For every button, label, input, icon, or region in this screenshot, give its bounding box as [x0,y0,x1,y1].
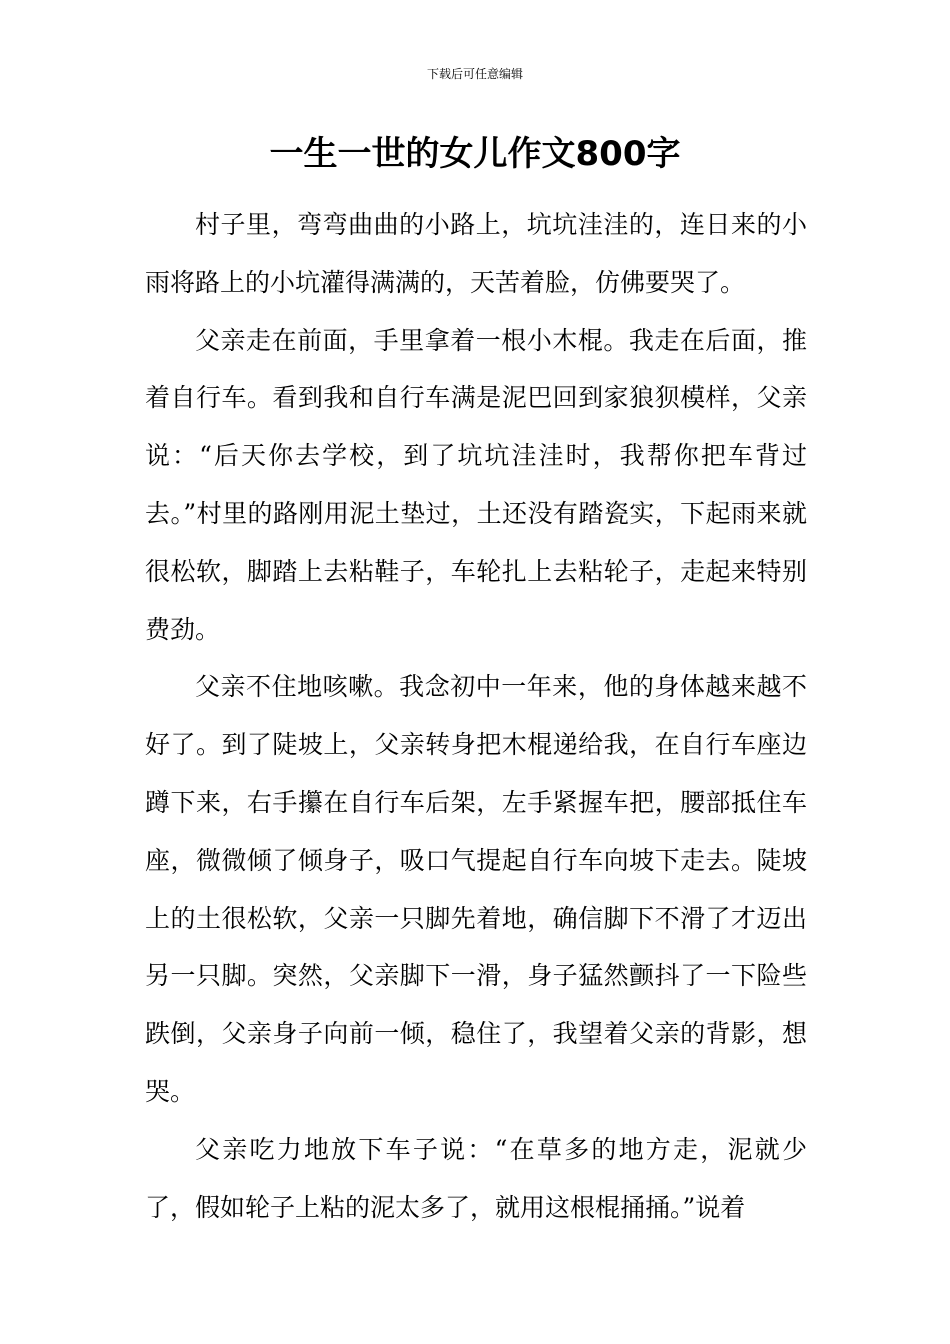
paragraph-4: 父亲吃力地放下车子说：“在草多的地方走，泥就少了，假如轮子上粘的泥太多了，就用这根棍捅捅。”说着 [145,1134,807,1222]
paragraph-3: 父亲不住地咳嗽。我念初中一年来，他的身体越来越不好了。到了陡坡上，父亲转身把木棍递给我，在自行车座边蹲下来，右手攥在自行车后架，左手紧握车把，腰部抵住车座，微微倾了倾身子，吸口气提起自行车向坡下走去。陡坡上的土很松软，父亲一只脚先着地，确信脚下不滑了才迈出另一只脚。突然，父亲脚下一滑，身子猛然颤抖了一下险些跌倒，父亲身子向前一倾，稳住了，我望着父亲的背影，想哭。 [145,672,807,1106]
paragraph-1: 村子里，弯弯曲曲的小路上，坑坑洼洼的，连日来的小雨将路上的小坑灌得满满的，天苦着脸，仿佛要哭了。 [145,210,807,297]
document-title: 一生一世的女儿作文800字 [269,134,681,174]
paragraph-2: 父亲走在前面，手里拿着一根小木棍。我走在后面，推着自行车。看到我和自行车满是泥巴回到家狼狈模样，父亲说：“后天你去学校，到了坑坑洼洼时，我帮你把车背过去。”村里的路刚用泥土垫过，土还没有踏瓷实，下起雨来就很松软，脚踏上去粘鞋子，车轮扎上去粘轮子，走起来特别费劲。 [145,325,807,644]
download-editable-note: 下载后可任意编辑 [426,67,523,81]
document-body [145,196,807,1236]
